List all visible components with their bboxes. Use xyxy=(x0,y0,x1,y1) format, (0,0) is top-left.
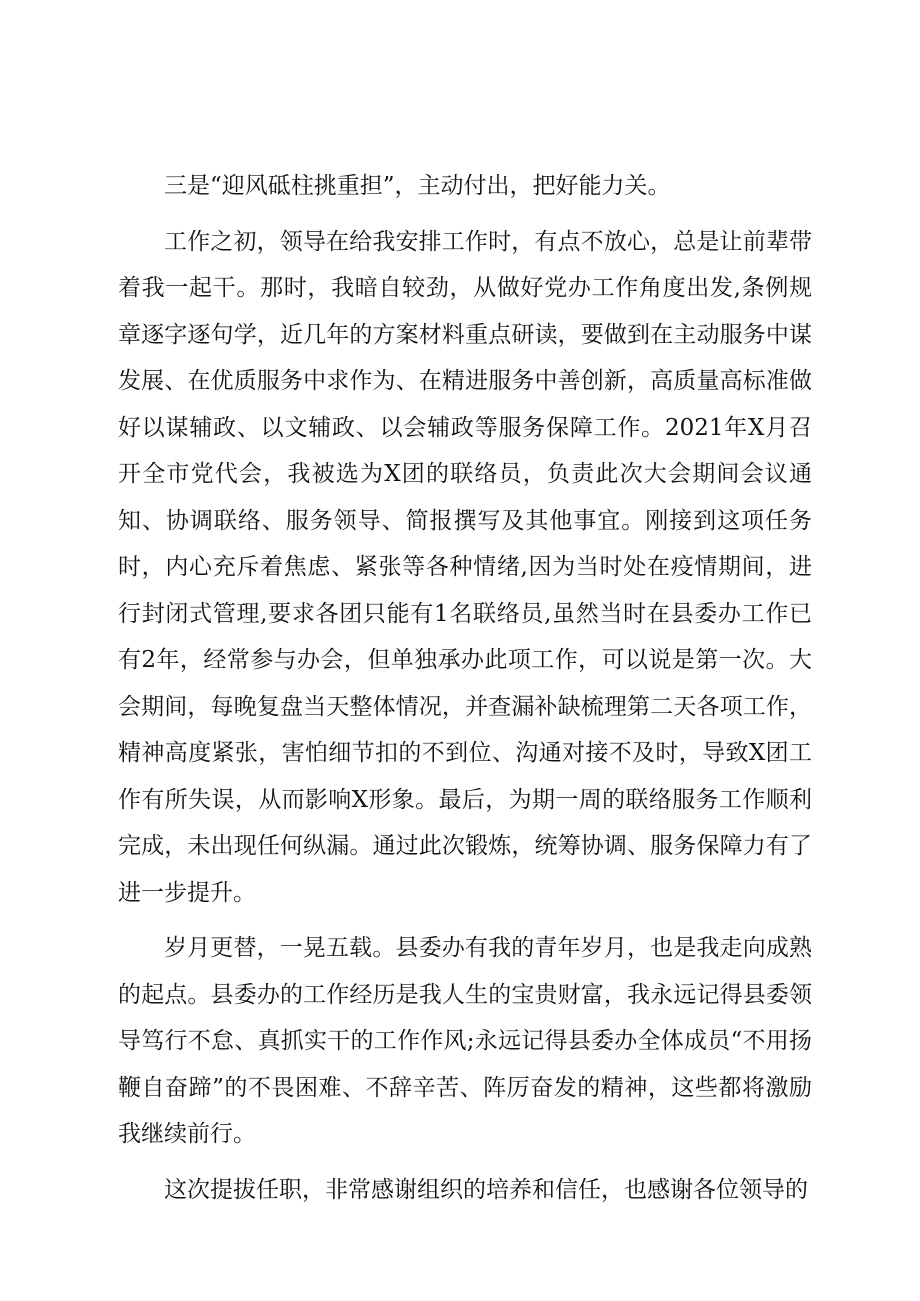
paragraph-work-start: 工作之初，领导在给我安排工作时，有点不放心，总是让前辈带着我一起干。那时，我暗自较劲，从做好党办工作角度出发,条例规章逐字逐句学，近几年的方案材料重点研读，要做到在主动服务中谋发展、在优质服务中求作为、在精进服务中善创新，高质量高标准做好以谋辅政、以文辅政、以会辅政等服务保障工作。2021年X月召开全市党代会，我被选为X团的联络员，负责此次大会期间会议通知、协调联络、服务领导、简报撰写及其他事宜。刚接到这项任务时，内心充斥着焦虑、紧张等各种情绪,因为当时处在疫情期间，进行封闭式管理,要求各团只能有1名联络员,虽然当时在县委办工作已有2年，经常参与办会，但单独承办此项工作，可以说是第一次。大会期间，每晚复盘当天整体情况，并查漏补缺梳理第二天各项工作，精神高度紧张，害怕细节扣的不到位、沟通对接不及时，导致X团工作有所失误，从而影响X形象。最后，为期一周的联络服务工作顺利完成，未出现任何纵漏。通过此次锻炼，统筹协调、服务保障力有了进一步提升。 xyxy=(118,228,812,906)
document-body xyxy=(118,163,812,1222)
paragraph-heading-three: 三是“迎风砥柱挑重担”，主动付出，把好能力关。 xyxy=(164,173,671,199)
paragraph-thanks: 这次提拔任职，非常感谢组织的培养和信任，也感谢各位领导的 xyxy=(164,1176,808,1203)
paragraph-years-pass: 岁月更替，一晃五载。县委办有我的青年岁月，也是我走向成熟的起点。县委办的工作经历是我人生的宝贵财富，我永远记得县委领导笃行不怠、真抓实干的工作作风;永远记得县委办全体成员“不用扬鞭自奋蹄”的不畏困难、不辞辛苦、阵厉奋发的精神，这些都将激励我继续前行。 xyxy=(118,935,812,1147)
